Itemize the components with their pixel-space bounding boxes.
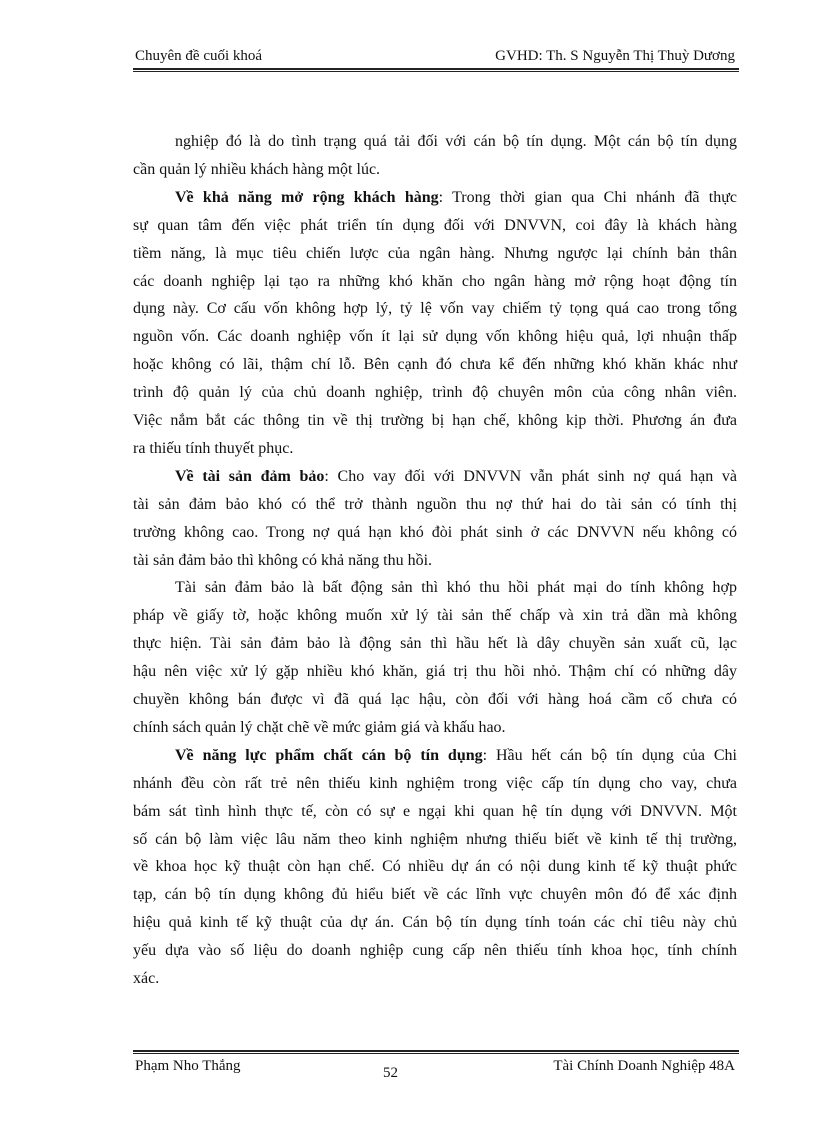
paragraph-line [133, 299, 737, 319]
page-number: 52 [383, 1065, 398, 1081]
paragraph-heading: Về tài sản đảm bảo [175, 467, 325, 485]
paragraph-line [133, 327, 737, 347]
paragraph-line [133, 802, 737, 822]
line-text: trình độ quản lý của chủ doanh nghiệp, trình độ chuyên môn của công nhân viên. [133, 384, 737, 402]
line-text: hậu nên việc xử lý gặp nhiều khó khăn, giá trị thu hồi nhỏ. Thậm chí có những dây [133, 663, 737, 681]
line-text: yếu dựa vào số liệu do doanh nghiệp cung cấp nên thiếu tính khoa học, tính chính [133, 942, 737, 960]
paragraph-line [133, 355, 737, 375]
page-header [133, 48, 737, 68]
paragraph-line [133, 578, 737, 598]
paragraph-heading: Về năng lực phẩm chất cán bộ tín dụng [175, 746, 483, 764]
line-text: ra thiếu tính thuyết phục. [133, 439, 294, 457]
paragraph-line [133, 439, 737, 459]
header-rule [133, 68, 739, 72]
paragraph-line [133, 272, 737, 292]
line-text: nguồn vốn. Các doanh nghiệp vốn ít lại sử dụng vốn không hiệu quả, lợi nhuận thấp [133, 328, 737, 346]
paragraph-line [133, 774, 737, 794]
line-text: tiềm năng, là mục tiêu chiến lược của ngân hàng. Nhưng ngược lại chính bản thân [133, 244, 737, 262]
line-text: số cán bộ làm việc lâu năm theo kinh nghiệm nhưng thiếu biết về kinh tế thị trường, [133, 830, 737, 848]
paragraph-line [133, 244, 737, 264]
header-left: Chuyên đề cuối khoá [135, 48, 263, 64]
paragraph-line [133, 551, 737, 571]
paragraph-heading: Về khả năng mở rộng khách hàng [175, 188, 439, 206]
line-text: : Hầu hết cán bộ tín dụng của Chi [482, 746, 737, 764]
paragraph-line [133, 523, 737, 543]
paragraph-line [133, 746, 737, 766]
paragraph-line [133, 662, 737, 682]
line-text: Tài sản đảm bảo là bất động sản thì khó thu hồi phát mại do tính không hợp [175, 579, 737, 597]
line-text: các doanh nghiệp lại tạo ra những khó khăn cho ngân hàng mở rộng hoạt động tín [133, 272, 737, 290]
line-text: cần quản lý nhiều khách hàng một lúc. [133, 160, 381, 178]
page-footer [133, 1058, 737, 1088]
paragraph-line [133, 830, 737, 850]
paragraph-line [133, 411, 737, 431]
line-text: nghiệp đó là do tình trạng quá tải đối với cán bộ tín dụng. Một cán bộ tín dụng [175, 133, 737, 150]
line-text: dụng này. Cơ cấu vốn không hợp lý, tỷ lệ vốn vay chiếm tỷ tọng quá cao trong tổng [133, 300, 737, 318]
line-text: sự quan tâm đến việc phát triển tín dụng đối với DNVVN, coi đây là khách hàng [133, 216, 737, 234]
line-text: tài sản đảm bảo khó có thể trở thành nguồn thu nợ thứ hai do tài sản có tính thị [133, 495, 737, 513]
paragraph-line [133, 690, 737, 710]
paragraph-line [133, 885, 737, 905]
line-text: bám sát tình hình thực tế, còn có sự e ngại khi quan hệ tín dụng với DNVVN. Một [133, 802, 737, 820]
header-right: GVHD: Th. S Nguyễn Thị Thuỳ Dương [495, 48, 735, 64]
line-text: thực hiện. Tài sản đảm bảo là động sản thì hầu hết là dây chuyền sản xuất cũ, lạc [133, 635, 737, 653]
line-text: tạp, cán bộ tín dụng không đủ hiểu biết về các lĩnh vực chuyên môn đó để xác định [133, 886, 737, 904]
paragraph-line [133, 383, 737, 403]
footer-author: Phạm Nho Thắng [135, 1058, 241, 1074]
paragraph-line [133, 606, 737, 626]
paragraph-line [133, 913, 737, 933]
line-text: Việc nắm bắt các thông tin về thị trường bị hạn chế, không kịp thời. Phương án đưa [133, 412, 737, 429]
paragraph-line [133, 718, 737, 738]
line-text: chính sách quản lý chặt chẽ về mức giảm giá và khấu hao. [133, 718, 506, 736]
paragraph-line [133, 495, 737, 515]
paragraph-line [133, 467, 737, 487]
paragraph-line [133, 634, 737, 654]
line-text: : Trong thời gian qua Chi nhánh đã thực [438, 188, 738, 206]
paragraph-line [133, 188, 737, 208]
paragraph-line [133, 941, 737, 961]
paragraph-line [133, 216, 737, 236]
footer-rule [133, 1050, 739, 1054]
line-text: trường không cao. Trong nợ quá hạn khó đòi phát sinh ở các DNVVN nếu không có [133, 523, 737, 541]
line-text: xác. [133, 970, 160, 987]
line-text: : Cho vay đối với DNVVN vẫn phát sinh nợ quá hạn và [324, 467, 737, 485]
line-text: hiệu quả kinh tế kỹ thuật của dự án. Cán bộ tín dụng tính toán các chỉ tiêu này chủ [133, 914, 737, 932]
paragraph-line [133, 857, 737, 877]
paragraph-line [133, 132, 737, 152]
paragraph-line [133, 969, 737, 989]
line-text: tài sản đảm bảo thì không có khả năng thu hồi. [133, 551, 433, 569]
line-text: nhánh đều còn rất trẻ nên thiếu kinh nghiệm trong việc cấp tín dụng cho vay, chưa [133, 774, 737, 792]
line-text: hoặc không có lãi, thậm chí lỗ. Bên cạnh đó chưa kể đến những khó khăn khác như [133, 356, 737, 374]
line-text: chuyền không bán được vì đã quá lạc hậu, còn đối với hàng hoá cầm cố chưa có [133, 691, 737, 708]
line-text: về khoa học kỹ thuật còn hạn chế. Có nhiều dự án có nội dung kinh tế kỹ thuật phức [133, 858, 737, 876]
footer-right: Tài Chính Doanh Nghiệp 48A [553, 1058, 735, 1074]
paragraph-line [133, 160, 737, 180]
line-text: pháp về giấy tờ, hoặc không muốn xử lý tài sản thế chấp và xin trả dần mà không [133, 607, 737, 625]
